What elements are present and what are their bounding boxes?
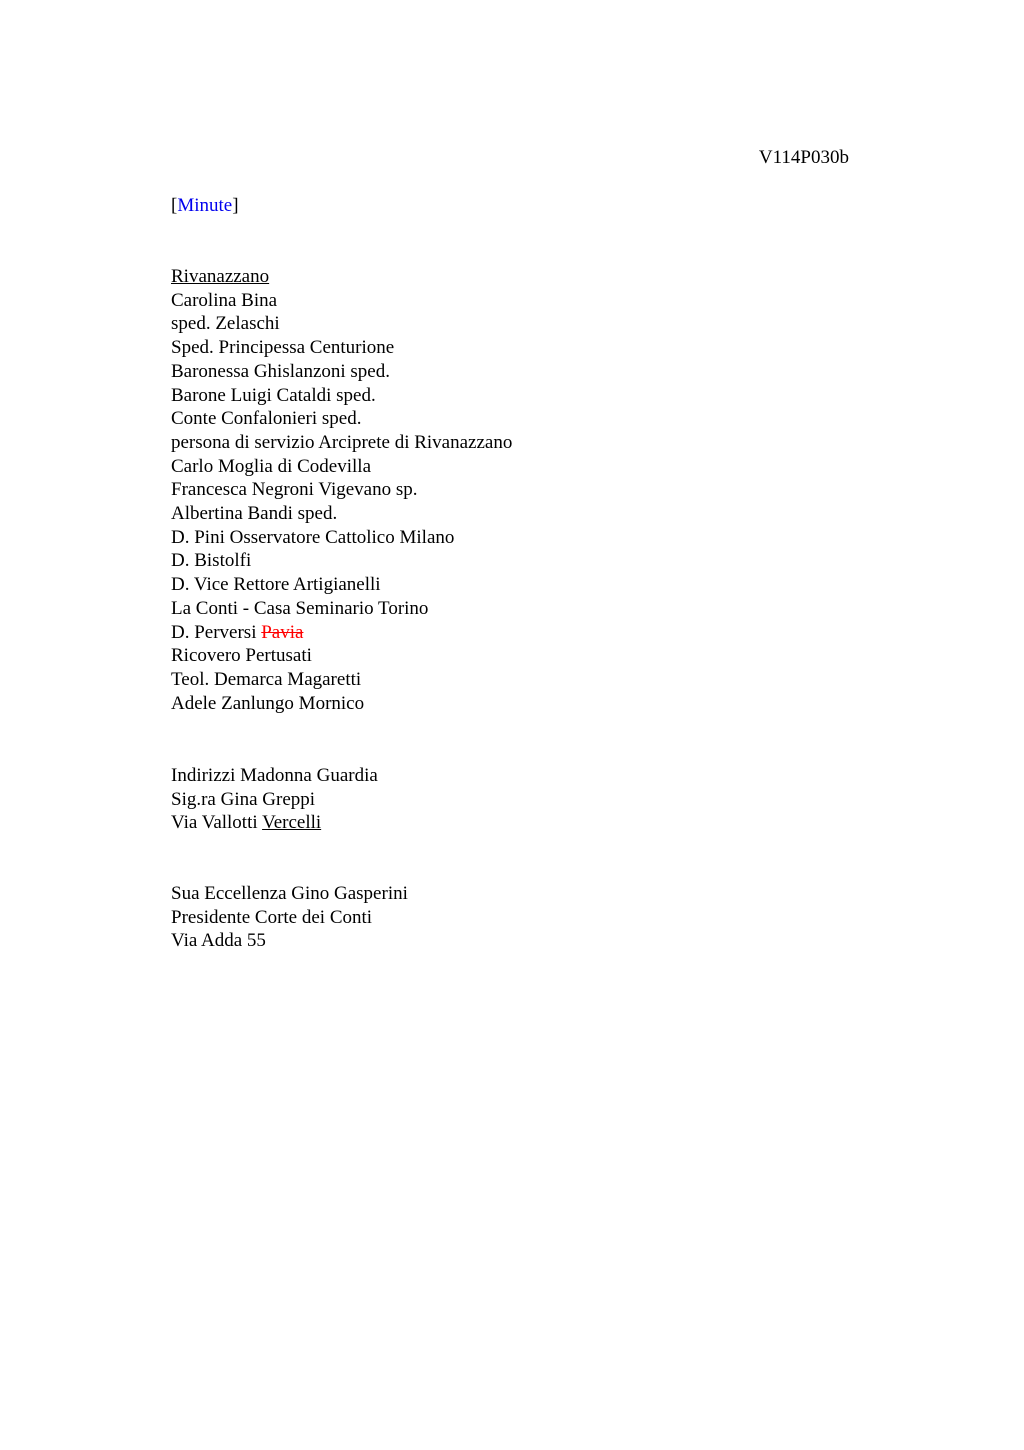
street: Via Vallotti	[171, 812, 258, 834]
bracket-open: [	[171, 195, 178, 216]
list-item: Carlo Moglia di Codevilla	[171, 455, 372, 477]
address-line: Indirizzi Madonna Guardia	[171, 765, 378, 786]
address-line: Presidente Corte dei Conti	[171, 906, 373, 928]
address-madonna-guardia	[171, 764, 378, 835]
list-item: sped. Zelaschi	[171, 313, 280, 335]
list-item: D. Bistolfi	[171, 550, 252, 572]
list-item: Conte Confalonieri sped.	[171, 408, 362, 430]
address-line	[171, 811, 378, 835]
document-code: V114P030b	[758, 147, 849, 168]
list-item: persona di servizio Arciprete di Rivanazzano	[171, 431, 513, 453]
address-line: Sua Eccellenza Gino Gasperini	[171, 883, 408, 904]
list-item: Albertina Bandi sped.	[171, 503, 338, 525]
list-item: Francesca Negroni Vigevano sp.	[171, 479, 418, 501]
address-line: Sig.ra Gina Greppi	[171, 788, 316, 810]
struck-text: Pavia	[261, 621, 304, 643]
address-list-rivanazzano	[171, 265, 512, 715]
minute-link[interactable]: Minute	[177, 195, 233, 216]
city-underlined: Vercelli	[262, 812, 322, 834]
list-item: Teol. Demarca Magaretti	[171, 668, 362, 690]
list-item: Sped. Principessa Centurione	[171, 337, 395, 359]
address-line: Via Adda 55	[171, 930, 266, 952]
list-item-perversi	[171, 621, 512, 645]
address-gasperini	[171, 882, 408, 953]
section-heading: Rivanazzano	[171, 266, 270, 287]
list-item: Adele Zanlungo Mornico	[171, 692, 365, 714]
perversi-name: D. Perversi	[171, 621, 257, 643]
list-item: Barone Luigi Cataldi sped.	[171, 384, 376, 406]
minute-reference	[171, 194, 239, 218]
list-item: Baronessa Ghislanzoni sped.	[171, 360, 390, 382]
list-item: La Conti - Casa Seminario Torino	[171, 597, 429, 619]
list-item: D. Vice Rettore Artigianelli	[171, 574, 381, 596]
list-item: Carolina Bina	[171, 289, 278, 311]
bracket-close: ]	[232, 195, 239, 216]
list-item: D. Pini Osservatore Cattolico Milano	[171, 526, 455, 548]
list-item: Ricovero Pertusati	[171, 645, 312, 667]
